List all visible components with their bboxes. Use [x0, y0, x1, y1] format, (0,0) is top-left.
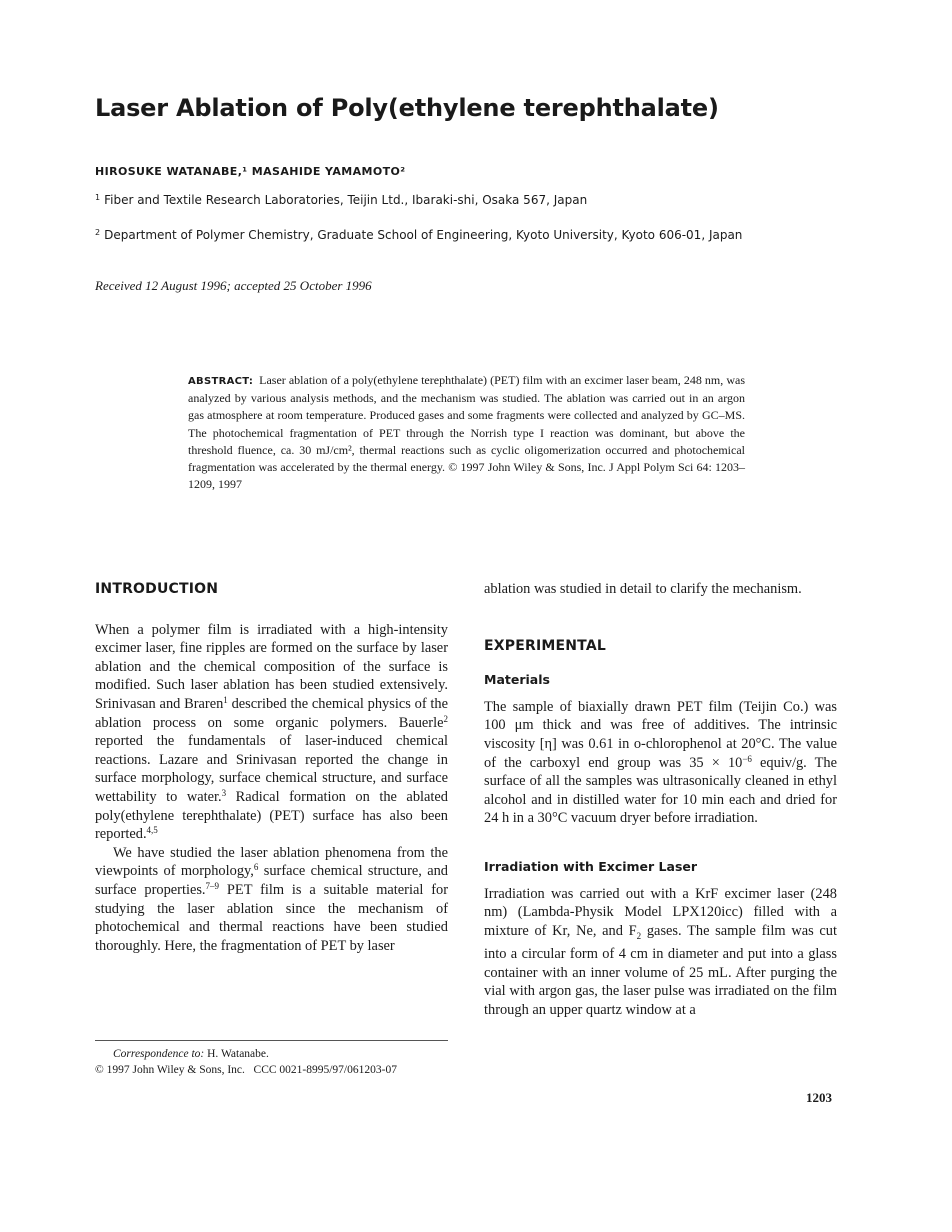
irradiation-heading: Irradiation with Excimer Laser — [484, 858, 698, 874]
page-number: 1203 — [806, 1090, 832, 1105]
introduction-heading: INTRODUCTION — [95, 581, 219, 597]
introduction-paragraph-2: We have studied the laser ablation phenomena from the viewpoints of morphology,$^6$ surface chemical structure, and surface properties.$^{7-9}$ PET film is a suitable material for studying the laser ablation since the mechanism of photochemical and thermal reactions have been studied thoroughly. Here, the fragmentation of PET by laser — [95, 844, 448, 954]
experimental-heading: EXPERIMENTAL — [484, 637, 607, 654]
affiliation-1-mark: 1 — [95, 193, 101, 202]
right-column — [484, 580, 837, 1020]
affiliation-2-text: Department of Polymer Chemistry, Graduate School of Engineering, Kyoto University, Kyoto 606-01, Japan — [104, 228, 743, 242]
affiliation-2-mark: 2 — [95, 228, 101, 237]
footnote — [95, 1046, 455, 1078]
abstract — [188, 372, 745, 493]
author-list: HIROSUKE WATANABE,¹ MASAHIDE YAMAMOTO² — [95, 165, 406, 178]
materials-heading: Materials — [484, 672, 550, 688]
received-dates: Received 12 August 1996; accepted 25 October 1996 — [95, 278, 372, 293]
affiliation-1-text: Fiber and Textile Research Laboratories, Teijin Ltd., Ibaraki-shi, Osaka 567, Japan — [104, 193, 588, 207]
abstract-text: Laser ablation of a poly(ethylene terephthalate) (PET) film with an excimer laser beam, 248 nm, was analyzed by various analysis methods, and the mechanism was studied. The ablation was carried out in an argon gas atmosphere at room temperature. Produced gases and some fragments were collected and analyzed by GC–MS. The photochemical fragmentation of PET through the Norrish type I reaction was dominant, but above the threshold fluence, ca. 30 mJ/cm², thermal reactions such as cyclic oligomerization occurred and photochemical fragmentation was accelerated by the thermal energy. © 1997 John Wiley & Sons, Inc. J Appl Polym Sci 64: 1203–1209, 1997 — [188, 373, 745, 492]
materials-paragraph: The sample of biaxially drawn PET film (Teijin Co.) was 100 μm thick and was free of additives. The intrinsic viscosity [η] was 0.61 in o-chlorophenol at 20°C. The value of the carboxyl end group was $35 \times 10^{-6}$ equiv/g. The surface of all the samples was ultrasonically cleaned in ethyl alcohol and in distilled water for 10 min each and dried for 24 h in a 30°C vacuum dryer before irradiation. — [484, 698, 837, 827]
introduction-continuation: ablation was studied in detail to clarify the mechanism. — [484, 581, 802, 597]
abstract-label: ABSTRACT: — [188, 376, 254, 387]
footnote-rule — [95, 1040, 448, 1041]
irradiation-paragraph: Irradiation was carried out with a KrF excimer laser (248 nm) (Lambda-Physik Model LPX120icc) filled with a mixture of Kr, Ne, and $F_2$ gases. The sample film was cut into a circular form of 4 cm in diameter and put into a glass container with an inner volume of 25 mL. After purging the vial with argon gas, the laser pulse was irradiated on the film through an upper quartz window at a — [484, 885, 837, 1018]
article-title: Laser Ablation of Poly(ethylene terephthalate) — [95, 94, 719, 122]
introduction-paragraph-1: When a polymer film is irradiated with a high-intensity excimer laser, fine ripples are formed on the surface by laser ablation and the chemical composition of the surface is modified. Such laser ablation has been studied extensively. Srinivasan and Braren$^1$ described the chemical physics of the ablation process on some organic polymers. Bauerle$^2$ reported the fundamentals of laser-induced chemical reactions. Lazare and Srinivasan reported the change in surface morphology, surface chemical structure, and surface wettability to water.$^3$ Radical formation on the ablated poly(ethylene terephthalate) (PET) surface has also been reported.$^{4,5}$ — [95, 621, 448, 843]
affiliation-2 — [95, 228, 742, 242]
correspondence-note: Correspondence to: H. Watanabe. — [113, 1048, 269, 1060]
left-column — [95, 580, 448, 955]
affiliation-1 — [95, 193, 587, 207]
copyright-line: © 1997 John Wiley & Sons, Inc. CCC 0021-8995/97/061203-07 — [95, 1064, 397, 1076]
